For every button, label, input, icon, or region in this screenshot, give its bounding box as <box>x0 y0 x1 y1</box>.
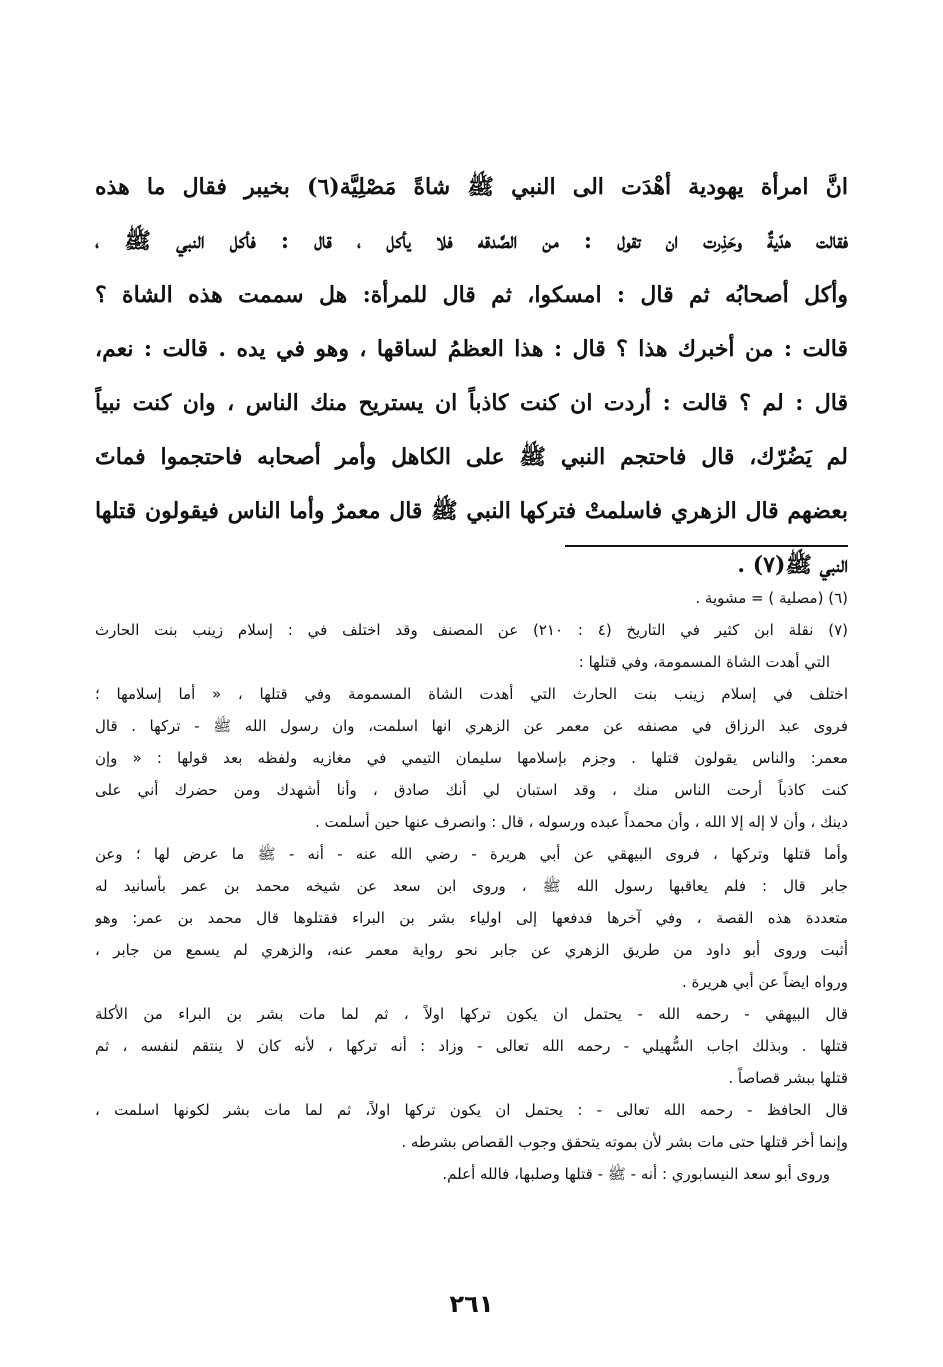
footnote-separator <box>565 545 848 547</box>
main-text-line: قالت : من أخبرك هذا ؟ قال : هذا العظمُ لساقها ، وهو في يده . قالت : نعم، <box>95 336 848 362</box>
footnote-line: وروى أبو سعد النيسابوري : أنه - ﷺ - قتلها وصلبها، فالله أعلم. <box>442 1165 830 1183</box>
page-number: ٢٦١ <box>449 1290 494 1318</box>
footnote-line: دينك ، وأن لا إله إلا الله ، وأن محمداً عبده ورسوله ، قال : وانصرف عنها حين أسلمت . <box>314 813 848 831</box>
main-text-line: قال : لم ؟ قالت : أردت ان كنت كاذباً ان يستريح منك الناس ، وان كنت نبياً <box>95 390 848 416</box>
footnote-line: التي أهدت الشاة المسمومة، وفي قتلها : <box>578 653 830 671</box>
footnote-line: قال الحافظ - رحمه الله تعالى - : يحتمل ان يكون تركها اولاً، ثم لما مات بشر لكونها اسلمت ، <box>95 1101 848 1119</box>
footnote-line: جابر قال : فلم يعاقبها رسول الله ﷺ ، وروى ابن سعد عن شيخه محمد بن عمر بأسانيد له <box>95 877 848 895</box>
main-text-line: النبي ﷺ(٧) . <box>737 552 848 578</box>
footnote-line: متعددة هذه القصة ، وفي آخرها فدفعها إلى اولياء بشر بن البراء فقتلوها قال محمد بن عمر: وهو <box>95 909 848 927</box>
footnote-line: قال البيهقي - رحمه الله - يحتمل ان يكون تركها اولاً ، ثم لما مات بشر بن البراء من الأكلة <box>95 1005 848 1023</box>
footnote-line: كنت كاذباً أرحت الناس منك ، وقد استبان لي أنك صادق ، وأنا أشهدك ومن حضرك أني على <box>95 781 848 799</box>
footnote-line: (٧) نقلة ابن كثير في التاريخ (٤ : ٢١٠) عن المصنف وقد اختلف في : إسلام زينب بنت الحارث <box>95 621 848 639</box>
footnote-line: ورواه ايضاً عن أبي هريرة . <box>682 973 848 991</box>
main-text-line: بعضهم قال الزهري فاسلمتْ فتركها النبي ﷺ قال معمرٌ وأما الناس فيقولون قتلها <box>95 498 848 524</box>
footnotes-block <box>95 582 848 1190</box>
main-text-block <box>95 160 848 592</box>
footnote-line: اختلف في إسلام زينب بنت الحارث التي أهدت الشاة المسمومة وفي قتلها ، « أما إسلامها ؛ <box>95 685 848 703</box>
footnote-line: معمر: والناس يقولون قتلها . وجزم بإسلامها سليمان التيمي في مغازيه ولفظه بعد قولها : « وإن <box>95 749 848 767</box>
footnote-line: وإنما أخر قتلها حتى مات بشر لأن بموته يتحقق وجوب القصاص بشرطه . <box>401 1133 848 1151</box>
footnote-line: وأما قتلها وتركها ، فروى البيهقي عن أبي هريرة - رضي الله عنه - أنه - ﷺ ما عرض لها ؛ وعن <box>95 845 848 863</box>
footnote-line: (٦) (مصلية ) = مشوية . <box>695 589 848 607</box>
main-text-line: لم يَضُرّك، قال فاحتجم النبي ﷺ على الكاهل وأمر أصحابه فاحتجموا فماتَ <box>95 444 848 470</box>
main-text-line: فقالت هدّيةٌ وحَذِرت ان تقول : من الصَّدقه فلا يأكل ، قال : فأكل النبي ﷺ ، <box>95 228 848 254</box>
footnote-line: قتلها . وبذلك اجاب السُّهيلي - رحمه الله تعالى - وزاد : أنه تركها ، لأنه كان لا ينتقم لنفسه ، ثم <box>95 1037 848 1055</box>
footnote-line: فروى عبد الرزاق في مصنفه عن معمر عن الزهري انها اسلمت، وان رسول الله ﷺ - تركها . قال <box>95 717 848 735</box>
main-text-line: انَّ امرأة يهودية أهْدَت الى النبي ﷺ شاةً مَصْلِيَّة(٦) بخيبر فقال ما هذه <box>95 174 848 200</box>
footnote-line: قتلها ببشر قصاصاً . <box>728 1069 848 1087</box>
footnote-line: أثبت وروى أبو داود من طريق الزهري عن جابر نحو رواية معمر عنه، والزهري لم يسمع من جابر ، <box>95 941 848 959</box>
main-text-line: وأكل أصحابُه ثم قال : امسكوا، ثم قال للمرأة: هل سممت هذه الشاة ؟ <box>95 282 848 308</box>
